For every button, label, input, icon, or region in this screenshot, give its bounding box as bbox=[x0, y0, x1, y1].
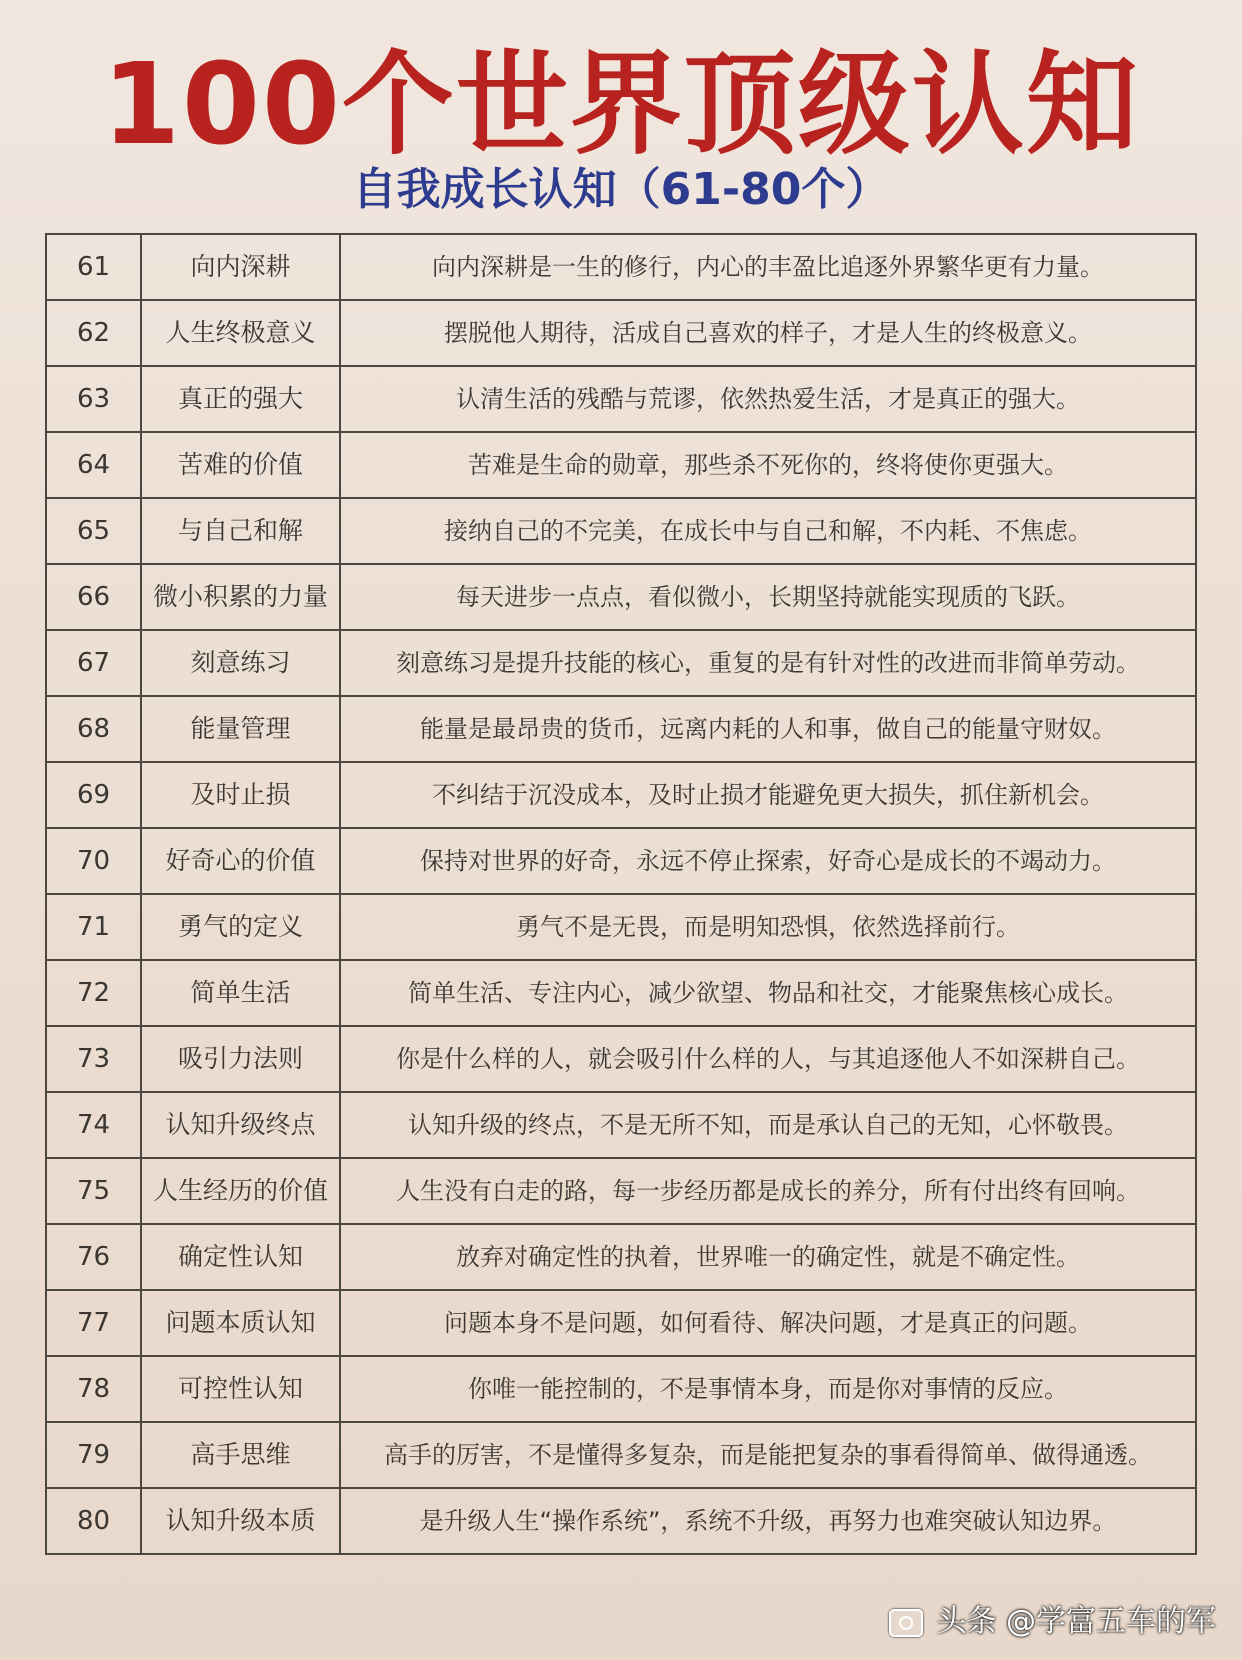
table-row bbox=[46, 1158, 1196, 1224]
table-row bbox=[46, 630, 1196, 696]
row-description: 高手的厉害，不是懂得多复杂，而是能把复杂的事看得简单、做得通透。 bbox=[340, 1422, 1196, 1488]
table-row bbox=[46, 1224, 1196, 1290]
table-row bbox=[46, 1488, 1196, 1554]
table-row bbox=[46, 1290, 1196, 1356]
row-description: 能量是最昂贵的货币，远离内耗的人和事，做自己的能量守财奴。 bbox=[340, 696, 1196, 762]
row-description: 你是什么样的人，就会吸引什么样的人，与其追逐他人不如深耕自己。 bbox=[340, 1026, 1196, 1092]
row-description: 你唯一能控制的，不是事情本身，而是你对事情的反应。 bbox=[340, 1356, 1196, 1422]
row-topic: 刻意练习 bbox=[141, 630, 340, 696]
row-number: 68 bbox=[46, 696, 141, 762]
row-description: 认清生活的残酷与荒谬，依然热爱生活，才是真正的强大。 bbox=[340, 366, 1196, 432]
page-title: 100个世界顶级认知 bbox=[102, 40, 1140, 170]
row-topic: 问题本质认知 bbox=[141, 1290, 340, 1356]
row-topic: 真正的强大 bbox=[141, 366, 340, 432]
row-description: 认知升级的终点，不是无所不知，而是承认自己的无知，心怀敬畏。 bbox=[340, 1092, 1196, 1158]
table-row bbox=[46, 1422, 1196, 1488]
table-row bbox=[46, 828, 1196, 894]
row-number: 62 bbox=[46, 300, 141, 366]
row-number: 74 bbox=[46, 1092, 141, 1158]
table-row bbox=[46, 498, 1196, 564]
row-number: 64 bbox=[46, 432, 141, 498]
row-topic: 确定性认知 bbox=[141, 1224, 340, 1290]
table-row bbox=[46, 300, 1196, 366]
table-row bbox=[46, 762, 1196, 828]
table-row bbox=[46, 894, 1196, 960]
row-number: 77 bbox=[46, 1290, 141, 1356]
row-number: 73 bbox=[46, 1026, 141, 1092]
row-description: 不纠结于沉没成本，及时止损才能避免更大损失，抓住新机会。 bbox=[340, 762, 1196, 828]
row-number: 67 bbox=[46, 630, 141, 696]
row-topic: 可控性认知 bbox=[141, 1356, 340, 1422]
row-number: 78 bbox=[46, 1356, 141, 1422]
row-description: 苦难是生命的勋章，那些杀不死你的，终将使你更强大。 bbox=[340, 432, 1196, 498]
row-number: 65 bbox=[46, 498, 141, 564]
row-topic: 人生终极意义 bbox=[141, 300, 340, 366]
row-topic: 向内深耕 bbox=[141, 234, 340, 300]
row-topic: 微小积累的力量 bbox=[141, 564, 340, 630]
row-topic: 苦难的价值 bbox=[141, 432, 340, 498]
row-description: 简单生活、专注内心，减少欲望、物品和社交，才能聚焦核心成长。 bbox=[340, 960, 1196, 1026]
watermark bbox=[889, 1596, 1216, 1640]
row-topic: 认知升级本质 bbox=[141, 1488, 340, 1554]
row-number: 71 bbox=[46, 894, 141, 960]
row-topic: 勇气的定义 bbox=[141, 894, 340, 960]
table-row bbox=[46, 564, 1196, 630]
row-description: 人生没有白走的路，每一步经历都是成长的养分，所有付出终有回响。 bbox=[340, 1158, 1196, 1224]
row-topic: 高手思维 bbox=[141, 1422, 340, 1488]
row-number: 72 bbox=[46, 960, 141, 1026]
table-row bbox=[46, 234, 1196, 300]
table-row bbox=[46, 696, 1196, 762]
row-number: 70 bbox=[46, 828, 141, 894]
table-row bbox=[46, 1356, 1196, 1422]
row-topic: 认知升级终点 bbox=[141, 1092, 340, 1158]
row-description: 刻意练习是提升技能的核心，重复的是有针对性的改进而非简单劳动。 bbox=[340, 630, 1196, 696]
table-row bbox=[46, 960, 1196, 1026]
row-description: 每天进步一点点，看似微小，长期坚持就能实现质的飞跃。 bbox=[340, 564, 1196, 630]
table-row bbox=[46, 432, 1196, 498]
row-topic: 好奇心的价值 bbox=[141, 828, 340, 894]
table-row bbox=[46, 366, 1196, 432]
row-description: 保持对世界的好奇，永远不停止探索，好奇心是成长的不竭动力。 bbox=[340, 828, 1196, 894]
row-number: 66 bbox=[46, 564, 141, 630]
row-topic: 人生经历的价值 bbox=[141, 1158, 340, 1224]
row-number: 79 bbox=[46, 1422, 141, 1488]
row-description: 是升级人生“操作系统”，系统不升级，再努力也难突破认知边界。 bbox=[340, 1488, 1196, 1554]
table-body bbox=[46, 234, 1196, 1554]
row-description: 接纳自己的不完美，在成长中与自己和解，不内耗、不焦虑。 bbox=[340, 498, 1196, 564]
row-number: 61 bbox=[46, 234, 141, 300]
row-description: 问题本身不是问题，如何看待、解决问题，才是真正的问题。 bbox=[340, 1290, 1196, 1356]
row-description: 放弃对确定性的执着，世界唯一的确定性，就是不确定性。 bbox=[340, 1224, 1196, 1290]
table-row bbox=[46, 1026, 1196, 1092]
row-description: 勇气不是无畏，而是明知恐惧，依然选择前行。 bbox=[340, 894, 1196, 960]
row-topic: 简单生活 bbox=[141, 960, 340, 1026]
row-number: 69 bbox=[46, 762, 141, 828]
row-number: 63 bbox=[46, 366, 141, 432]
page-subtitle: 自我成长认知（61-80个） bbox=[352, 164, 890, 215]
cognition-table bbox=[45, 233, 1197, 1555]
row-description: 摆脱他人期待，活成自己喜欢的样子，才是人生的终极意义。 bbox=[340, 300, 1196, 366]
row-topic: 与自己和解 bbox=[141, 498, 340, 564]
row-topic: 能量管理 bbox=[141, 696, 340, 762]
row-topic: 吸引力法则 bbox=[141, 1026, 340, 1092]
table-row bbox=[46, 1092, 1196, 1158]
row-description: 向内深耕是一生的修行，内心的丰盈比追逐外界繁华更有力量。 bbox=[340, 234, 1196, 300]
row-number: 80 bbox=[46, 1488, 141, 1554]
row-number: 75 bbox=[46, 1158, 141, 1224]
camera-icon bbox=[889, 1609, 923, 1637]
row-topic: 及时止损 bbox=[141, 762, 340, 828]
row-number: 76 bbox=[46, 1224, 141, 1290]
watermark-text: 头条 @学富五车的军 bbox=[936, 1604, 1216, 1639]
